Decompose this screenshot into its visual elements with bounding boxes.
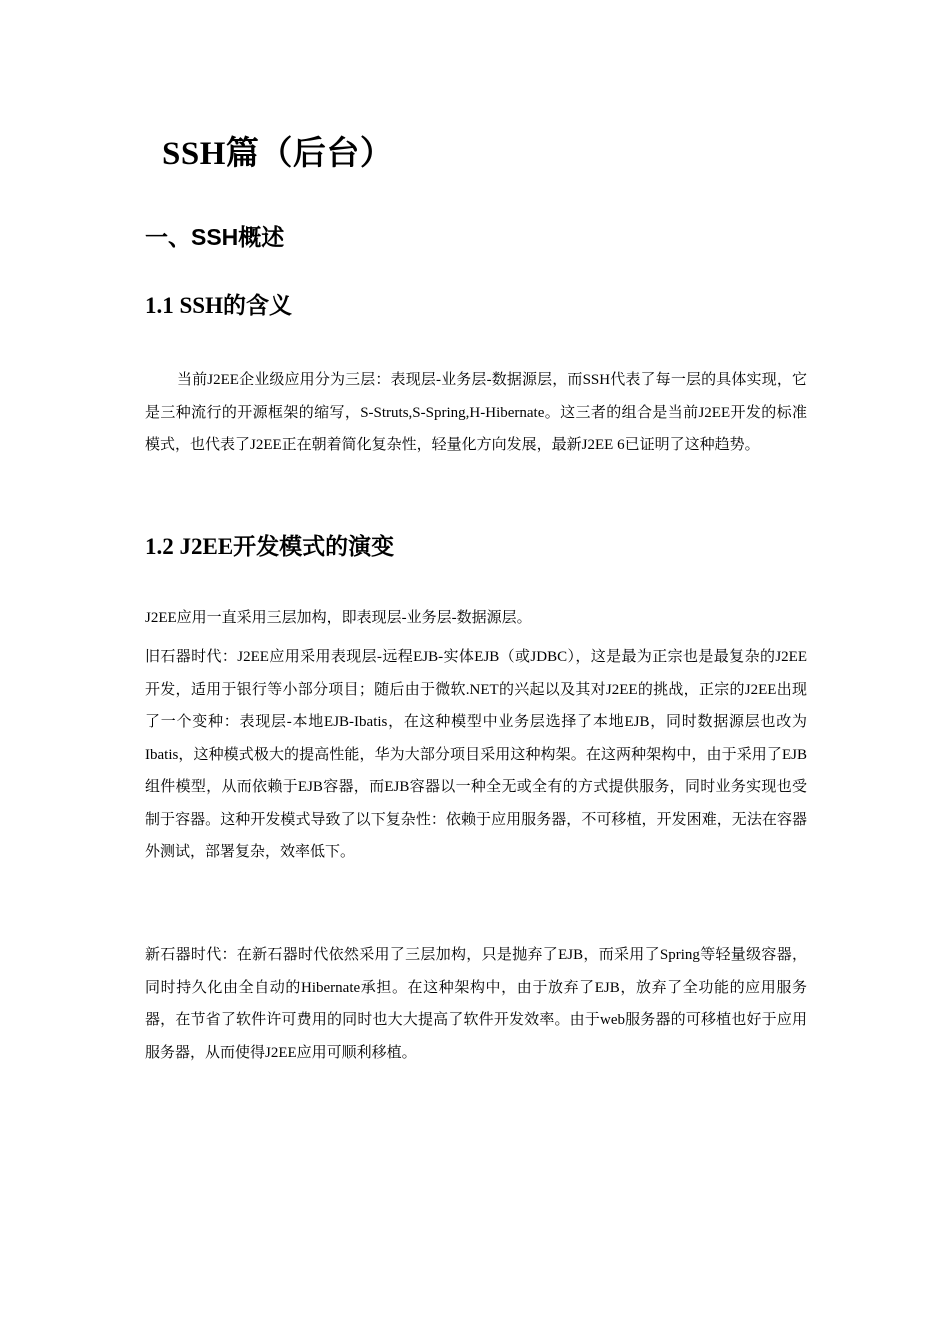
subsection-heading-j2ee-evolution: 1.2 J2EE开发模式的演变 <box>145 534 395 559</box>
document-title: SSH篇（后台） <box>162 136 394 172</box>
section-heading-ssh-overview: 一、SSH概述 <box>145 224 285 250</box>
subsection-heading-ssh-meaning: 1.1 SSH的含义 <box>145 293 292 318</box>
paragraph-ssh-meaning: 当前J2EE企业级应用分为三层：表现层-业务层-数据源层，而SSH代表了每一层的具体实现，它是三种流行的开源框架的缩写，S-Struts,S-Spring,H-Hibernate。这三者的组合是当前J2EE开发的标准模式，也代表了J2EE正在朝着简化复杂性，轻量化方向发展，最新J2EE 6已证明了这种趋势。 <box>145 372 807 453</box>
paragraph-three-tier: J2EE应用一直采用三层加构，即表现层-业务层-数据源层。 <box>145 610 532 626</box>
paragraph-new-stone-age: 新石器时代：在新石器时代依然采用了三层加构，只是抛弃了EJB，而采用了Spring等轻量级容器，同时持久化由全自动的Hibernate承担。在这种架构中，由于放弃了EJB，放弃了全功能的应用服务器，在节省了软件许可费用的同时也大大提高了软件开发效率。由于web服务器的可移植也好于应用服务器，从而使得J2EE应用可顺利移植。 <box>145 947 807 1061</box>
paragraph-old-stone-age: 旧石器时代：J2EE应用采用表现层-远程EJB-实体EJB（或JDBC），这是最为正宗也是最复杂的J2EE开发，适用于银行等小部分项目；随后由于微软.NET的兴起以及其对J2EE的挑战，正宗的J2EE出现了一个变种：表现层-本地EJB-Ibatis，在这种模型中业务层选择了本地EJB，同时数据源层也改为Ibatis，这种模式极大的提高性能，华为大部分项目采用这种构架。在这两种架构中，由于采用了EJB组件模型，从而依赖于EJB容器，而EJB容器以一种全无或全有的方式提供服务，同时业务实现也受制于容器。这种开发模式导致了以下复杂性：依赖于应用服务器，不可移植，开发困难，无法在容器外测试，部署复杂，效率低下。 <box>145 649 807 860</box>
